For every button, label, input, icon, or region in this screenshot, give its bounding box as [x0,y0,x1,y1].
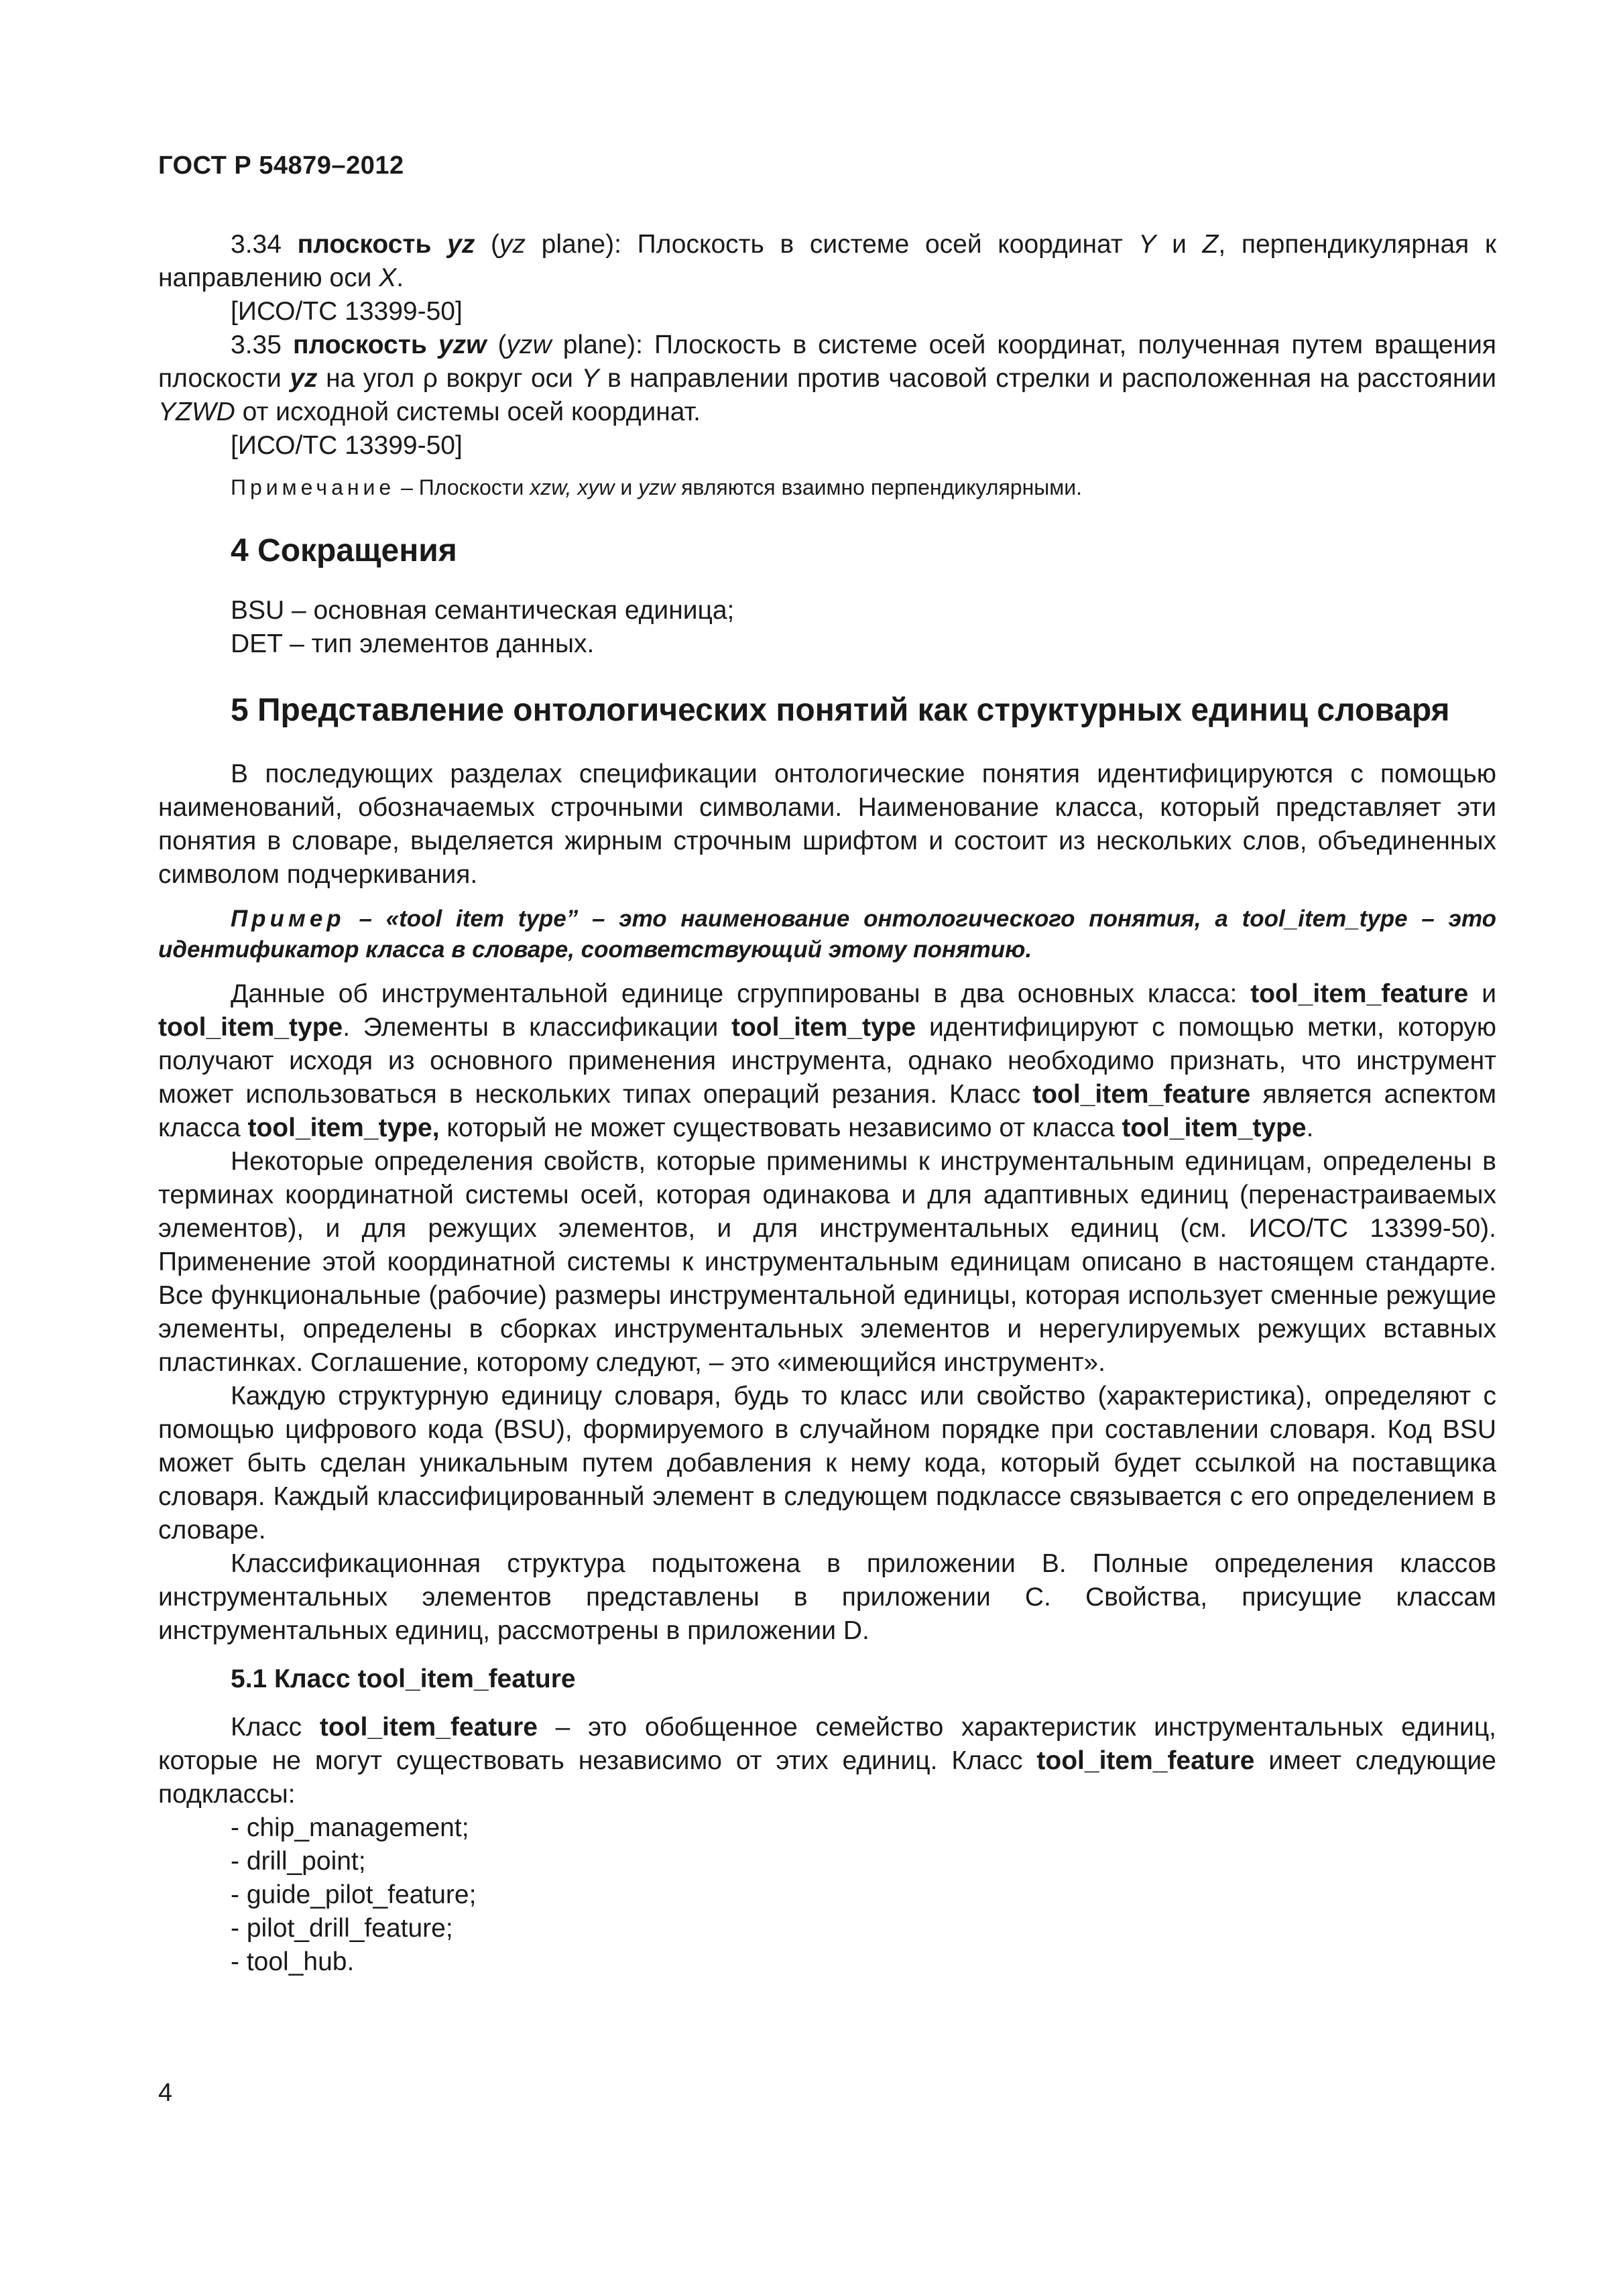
definition-3-34: 3.34 плоскость yz (yz plane): Плоскость в системе осей координат Y и Z, перпендикулярная к направлению оси X. [158,230,1497,292]
section-5-paragraph-2: Данные об инструментальной единице сгруппированы в два основных класса: tool_item_feature и tool_item_type. Элементы в классификации tool_item_type идентифицируют с помощью метки, которую получают исходя из основного применения инструмента, однако необходимо признать, что инструмент может использоваться в нескольких типах операций резания. Класс tool_item_feature является аспектом класса tool_item_type, который не может существовать независимо от класса tool_item_type. [158,979,1497,1142]
abbreviation-item: DET – тип элементов данных. [231,629,595,658]
section-5-paragraph-3: Некоторые определения свойств, которые применимы к инструментальным единицам, определены в терминах координатной системы осей, которая одинакова и для адаптивных единиц (перенастраиваемых элементов), и для режущих элементов, и для инструментальных единиц (см. ИСО/ТС 13399-50). Применение этой координатной системы к инструментальным единицам описано в настоящем стандарте. Все функциональные (рабочие) размеры инструментальной единицы, которая использует сменные режущие элементы, определены в сборках инструментальных элементов и нерегулируемых режущих вставных пластинках. Соглашение, которому следуют, – это «имеющийся инструмент». [158,1147,1496,1377]
definition-3-34-source: [ИСО/ТС 13399-50] [231,297,463,326]
subclass-list [158,1811,1496,1979]
section-5-1-paragraph: Класс tool_item_feature – это обобщенное семейство характеристик инструментальных единиц, которые не могут существовать независимо от этих единиц. Класс tool_item_feature имеет следующие подклассы: [158,1713,1497,1809]
section-5-heading: 5 Представление онтологических понятий как структурных единиц словаря [231,692,1450,728]
list-item: - pilot_drill_feature; [231,1914,453,1943]
abbreviation-item: BSU – основная семантическая единица; [231,596,735,625]
abbreviations-list [158,594,1496,661]
note: Примечание – Плоскости xzw, xyw и yzw являются взаимно перпендикулярными. [231,475,1082,499]
document-header: ГОСТ Р 54879–2012 [158,152,404,180]
list-item: - chip_management; [231,1813,469,1842]
section-4-heading: 4 Сокращения [231,533,457,568]
section-5-paragraph-4: Каждую структурную единицу словаря, будь то класс или свойство (характеристика), определяют с помощью цифрового кода (BSU), формируемого в случайном порядке при составлении словаря. Код BSU может быть сделан уникальным путем добавления к нему кода, который будет ссылкой на поставщика словаря. Каждый классифицированный элемент в следующем подклассе связывается с его определением в словаре. [158,1382,1496,1545]
list-item: - tool_hub. [231,1947,355,1976]
section-5-1-heading: 5.1 Класс tool_item_feature [231,1665,576,1693]
list-item: - guide_pilot_feature; [231,1880,477,1909]
page-number: 4 [158,2079,173,2107]
example-note: Пример – «tool item type” – это наименование онтологического понятия, а tool_item_type – это идентификатор класса в словаре, соответствующий этому понятию. [158,906,1496,963]
section-5-paragraph-5: Классификационная структура подытожена в приложении В. Полные определения классов инструментальных элементов представлены в приложении С. Свойства, присущие классам инструментальных единиц, рассмотрены в приложении D. [158,1549,1496,1645]
definition-3-35-source: [ИСО/ТС 13399-50] [231,431,463,460]
document-body [158,228,1496,1979]
section-5-paragraph-1: В последующих разделах спецификации онтологические понятия идентифицируются с помощью наименований, обозначаемых строчными символами. Наименование класса, который представляет эти понятия в словаре, выделяется жирным строчным шрифтом и состоит из нескольких слов, объединенных символом подчеркивания. [158,760,1496,889]
note-label: Примечание [231,475,396,499]
list-item: - drill_point; [231,1847,366,1876]
definition-3-35: 3.35 плоскость yzw (yzw plane): Плоскость в системе осей координат, полученная путем вращения плоскости yz на угол ρ вокруг оси Y в направлении против часовой стрелки и расположенная на расстоянии YZWD от исходной системы осей координат. [158,330,1497,426]
